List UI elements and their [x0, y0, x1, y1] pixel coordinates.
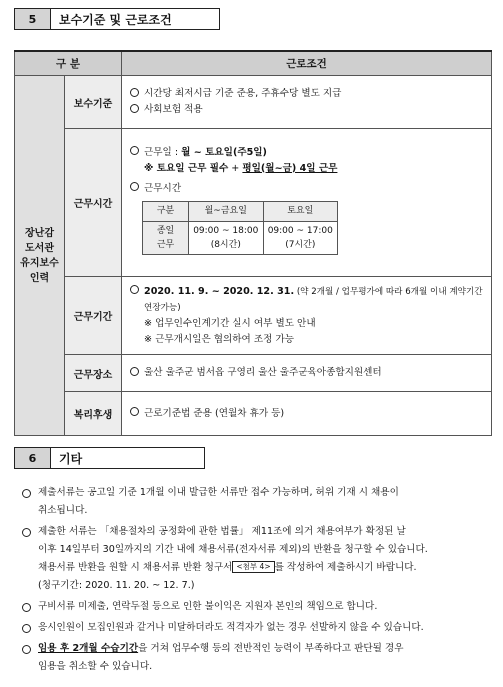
- circle-bullet-icon: [130, 104, 139, 113]
- section-6-header: [14, 447, 205, 469]
- header-conditions: 근로조건: [122, 51, 492, 76]
- list-item: 구비서류 미제출, 연락두절 등으로 인한 불이익은 지원자 본인의 책임으로 합니다.: [22, 598, 496, 616]
- period-cell: 2020. 11. 9. ~ 2020. 12. 31. (약 2개월 / 업무평가에 따라 6개월 이내 계약기간 연장가능) ※ 업무인수인계기간 실시 여부 별도 안내 ※ 근무개시일은 협의하여 조정 가능: [122, 277, 492, 355]
- welfare-cell: 근로기준법 준용 (연월차 휴가 등): [122, 392, 492, 436]
- circle-bullet-icon: [22, 624, 31, 633]
- other-notes-list: [22, 484, 496, 679]
- row-label-period: 근무기간: [65, 277, 122, 355]
- header-category: 구 분: [15, 51, 122, 76]
- pay-cell: 시간당 최저시급 기준 준용, 주휴수당 별도 지급 사회보험 적용: [122, 76, 492, 129]
- attachment-tag: <첨부 4>: [232, 561, 274, 573]
- circle-bullet-icon: [130, 182, 139, 191]
- list-item: 임용 후 2개월 수습기간을 거쳐 업무수행 등의 전반적인 능력이 부족하다고 판단될 경우 임용을 취소할 수 있습니다.: [22, 640, 496, 676]
- row-label-welfare: 복리후생: [65, 392, 122, 436]
- circle-bullet-icon: [130, 146, 139, 155]
- section-title: 기타: [50, 447, 205, 469]
- group-label: 장난감 도서관 유지보수 인력: [15, 76, 65, 436]
- circle-bullet-icon: [130, 407, 139, 416]
- work-hours-table: 구분 월~금요일 토요일 종일 근무 09:00 ~ 18:00 (8시간) 09:00 ~ 17:00 (7시간): [142, 201, 338, 255]
- circle-bullet-icon: [130, 367, 139, 376]
- circle-bullet-icon: [22, 645, 31, 654]
- place-cell: 울산 울주군 범서읍 구영리 울산 울주군육아종합지원센터: [122, 355, 492, 392]
- circle-bullet-icon: [22, 603, 31, 612]
- section-number: 6: [14, 447, 50, 469]
- list-item: 제출서류는 공고일 기준 1개월 이내 발급한 서류만 접수 가능하며, 허위 기재 시 채용이 취소됩니다.: [22, 484, 496, 520]
- list-item: 제출한 서류는 「채용절차의 공정화에 관한 법률」 제11조에 의거 채용여부가 확정된 날 이후 14일부터 30일까지의 기간 내에 채용서류(전자서류 제외)의 반환을 청구할 수 있습니다. 채용서류 반환을 원할 시 채용서류 반환 청구서 <첨부 4> 를 작성하여 제출하시기 바랍니다. (청구기간: 2020. 11. 20. ~ 12. 7.): [22, 523, 496, 595]
- row-label-hours: 근무시간: [65, 129, 122, 277]
- circle-bullet-icon: [130, 285, 139, 294]
- circle-bullet-icon: [130, 88, 139, 97]
- working-conditions-table: [14, 50, 492, 436]
- section-title: 보수기준 및 근로조건: [50, 8, 220, 30]
- circle-bullet-icon: [22, 489, 31, 498]
- circle-bullet-icon: [22, 528, 31, 537]
- section-5-header: [14, 8, 220, 30]
- list-item: 응시인원이 모집인원과 같거나 미달하더라도 적격자가 없는 경우 선발하지 않을 수 있습니다.: [22, 619, 496, 637]
- hours-cell: 근무일 : 월 ~ 토요일(주5일) ※ 토요일 근무 필수 + 평일(월~금) 4일 근무 근무시간 구분 월~금요일 토요일 종일 근무 09:00 ~ 18:00 (8시간) 09:00 ~ 17:00 (7시간): [122, 129, 492, 277]
- row-label-pay: 보수기준: [65, 76, 122, 129]
- row-label-place: 근무장소: [65, 355, 122, 392]
- section-number: 5: [14, 8, 50, 30]
